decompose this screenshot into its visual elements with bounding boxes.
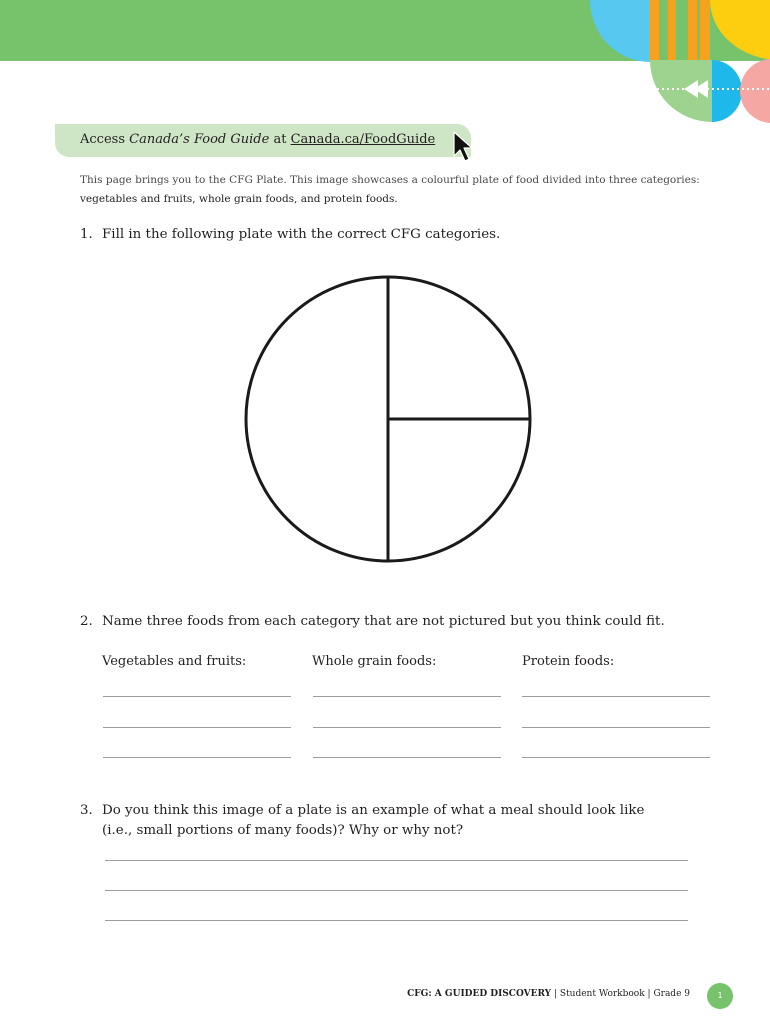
answer-line-vegetables-2[interactable]	[103, 727, 291, 728]
question-2: 2. Name three foods from each category that are not pictured but you think could fit.	[80, 614, 665, 629]
mouse-pointer-icon	[452, 130, 474, 166]
answer-line-protein-1[interactable]	[522, 696, 710, 697]
blue-leaf-shape	[590, 0, 650, 62]
blue-half-circle-shape	[712, 60, 742, 122]
orange-stripe	[668, 0, 676, 62]
food-guide-link[interactable]: Canada.ca/FoodGuide	[290, 132, 436, 147]
column-heading-vegetables: Vegetables and fruits:	[102, 654, 247, 669]
decorative-header-graphic	[0, 0, 770, 130]
answer-line-vegetables-3[interactable]	[103, 757, 291, 758]
answer-line-grains-2[interactable]	[313, 727, 501, 728]
answer-line-protein-2[interactable]	[522, 727, 710, 728]
orange-stripe	[650, 0, 659, 62]
column-heading-grains: Whole grain foods:	[312, 654, 437, 669]
question-3: 3. Do you think this image of a plate is an example of what a meal should look like (i.e., small portions of many foods)? Why or why not?	[80, 803, 645, 838]
answer-line-q3-1[interactable]	[105, 860, 688, 861]
pink-circle-shape	[740, 59, 770, 123]
column-heading-protein: Protein foods:	[522, 654, 615, 669]
plate-diagram	[243, 269, 533, 569]
answer-line-q3-2[interactable]	[105, 890, 688, 891]
intro-paragraph: This page brings you to the CFG Plate. This image showcases a colourful plate of food divided into three categories: vegetables and fruits, whole grain foods, and protein foods.	[80, 174, 700, 205]
answer-line-vegetables-1[interactable]	[103, 696, 291, 697]
yellow-circle-shape	[710, 0, 770, 60]
footer-text: CFG: A GUIDED DISCOVERY | Student Workbook | Grade 9	[407, 989, 690, 999]
page-number-badge: 1	[707, 983, 733, 1009]
answer-line-grains-1[interactable]	[313, 696, 501, 697]
answer-line-protein-3[interactable]	[522, 757, 710, 758]
answer-line-q3-3[interactable]	[105, 920, 688, 921]
orange-stripe	[700, 0, 710, 62]
orange-stripe	[688, 0, 697, 62]
answer-line-grains-3[interactable]	[313, 757, 501, 758]
question-1: 1. Fill in the following plate with the correct CFG categories.	[80, 227, 501, 242]
access-text: Access Canada’s Food Guide at Canada.ca/FoodGuide	[80, 132, 436, 147]
